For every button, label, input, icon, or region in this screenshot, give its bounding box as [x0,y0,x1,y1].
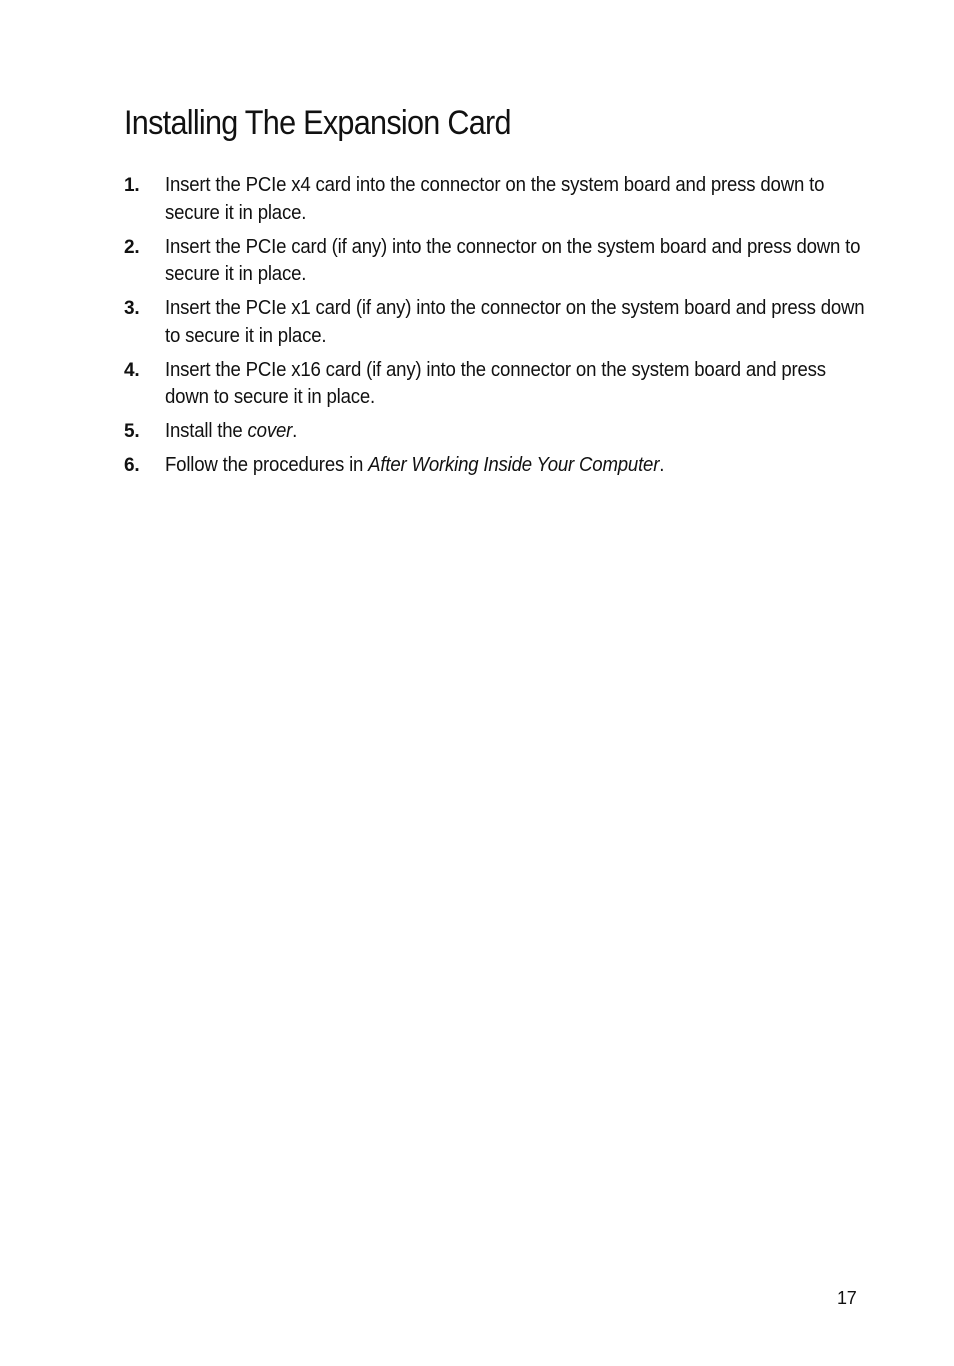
step-text [165,452,872,480]
step-number: 1. [124,175,140,196]
cover-link[interactable]: cover [247,420,293,442]
page-title: Installing The Expansion Card [124,104,511,142]
step-number: 5. [124,421,140,442]
step-text [165,418,872,446]
after-working-inside-link[interactable]: After Working Inside Your Computer [368,454,660,476]
step-number: 3. [124,298,140,319]
page-number: 17 [837,1288,857,1308]
step-1 [124,172,864,227]
step-text: Insert the PCIe card (if any) into the connector on the system board and press down to secure it in place. [165,235,861,285]
step-4 [124,357,864,412]
step-number: 6. [124,455,140,476]
step-text: Insert the PCIe x1 card (if any) into the connector on the system board and press down to secure it in place. [165,297,865,347]
step-text-prefix: Install the [165,420,248,442]
step-6 [124,452,864,480]
step-number: 2. [124,236,140,258]
procedure-steps [124,172,864,486]
step-text: Insert the PCIe x4 card into the connector on the system board and press down to secure it in place. [165,174,825,224]
step-2 [124,234,864,289]
step-3 [124,295,864,350]
step-text-suffix: . [292,420,298,442]
step-text-prefix: Follow the procedures in [165,454,369,476]
step-5 [124,418,864,446]
step-number: 4. [124,359,140,381]
step-text-suffix: . [659,454,665,476]
step-text: Insert the PCIe x16 card (if any) into the connector on the system board and press down to secure it in place. [165,358,826,408]
